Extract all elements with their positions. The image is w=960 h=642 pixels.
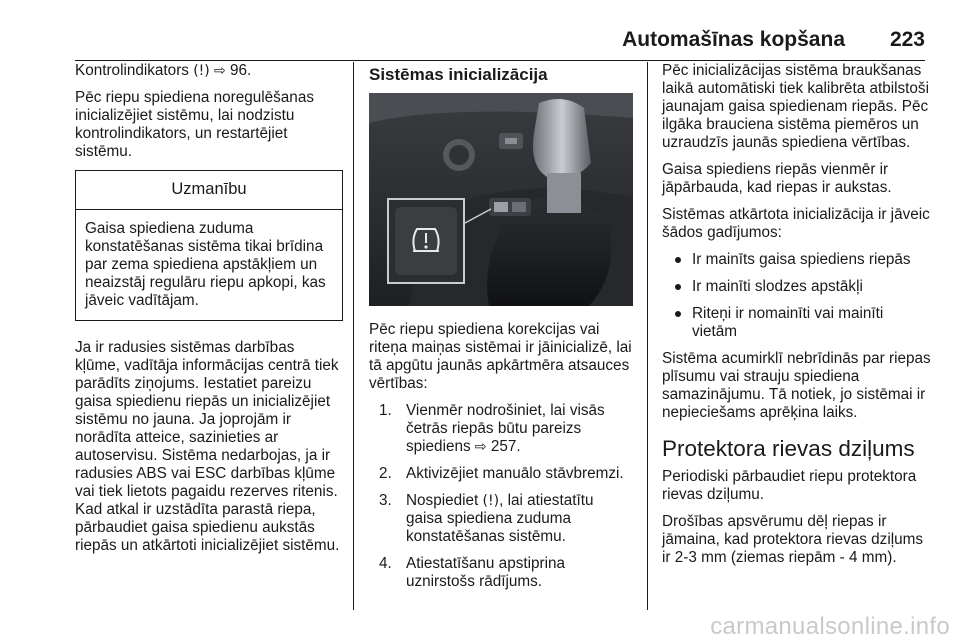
list-item: Riteņi ir nomainīti vai mainīti vietām xyxy=(662,305,932,341)
paragraph: Pēc inicializācijas sistēma braukšanas laikā automātiski tiek kalibrēta atbilstoši jaunajam gaisa spiedienam riepās. Pēc ilgāka brauciena sistēma piemēros un uzraudzīs jaunās spiediena vērtības. xyxy=(662,62,929,151)
list-item: 1. Vienmēr nodrošiniet, lai visās četrās riepās būtu pareizs spiediens ⇨ 257. xyxy=(379,402,605,455)
section-title: Sistēmas inicializācija xyxy=(369,65,548,84)
list-item: 3. Nospiediet (!), lai atiestatītu gaisa spiediena zuduma konstatēšanas sistēmu. xyxy=(379,492,594,545)
caution-body: Gaisa spiediena zuduma konstatēšanas sistēma tikai brīdina par zema spiediena apstākļiem un neaizstāj regulāru riepu apkopi, kas jāveic vadītājam. xyxy=(85,220,326,309)
indicator-reference: Kontrolindikators (!) ⇨ 96. xyxy=(75,62,252,79)
list-item: Ir mainīts gaisa spiediens riepās xyxy=(662,251,932,269)
column-divider xyxy=(353,62,354,610)
paragraph: Pēc riepu spiediena korekcijas vai riteņa maiņas sistēmai ir jāinicializē, lai tā apgūtu jaunās apkārtmēra atsauces vērtības: xyxy=(369,321,632,392)
watermark: carmanualsonline.info xyxy=(710,613,950,640)
paragraph: Drošības apsvērumu dēļ riepas ir jāmaina, kad protektora rievas dziļums ir 2-3 mm (ziemas riepām - 4 mm). xyxy=(662,513,924,566)
tpms-button-photo xyxy=(369,93,633,306)
paragraph: Periodiski pārbaudiet riepu protektora rievas dziļumu. xyxy=(662,468,917,503)
page-reference-arrow-icon: ⇨ xyxy=(213,63,226,79)
paragraph: Pēc riepu spiediena noregulēšanas inicializējiet sistēmu, lai nodzistu kontrolindikators, un restartējiet sistēmu. xyxy=(75,89,314,160)
paragraph: Sistēma acumirklī nebrīdinās par riepas plīsumu vai strauju spiediena samazinājumu. Tā notiek, jo sistēmai ir nepieciešams aprēķina laiks. xyxy=(662,350,931,421)
column-middle xyxy=(369,62,633,600)
paragraph: Gaisa spiediens riepās vienmēr ir jāpārbauda, kad riepas ir aukstas. xyxy=(662,161,892,196)
caution-title: Uzmanību xyxy=(76,171,342,210)
list-item: Ir mainīti slodzes apstākļi xyxy=(662,278,932,296)
paragraph: Ja ir radusies sistēmas darbības kļūme, vadītāja informācijas centrā tiek parādīts ziņojums. Iestatiet pareizu gaisa spiedienu riepās un inicializējiet sistēmu no jauna. Ja joprojām ir norādīta atteice, sazinieties ar autoservisu. Sistēma nedarbojas, ja ir radusies ABS vai ESC darbības kļūme vai tiek lietots pagaidu rezerves ritenis. Kad atkal ir uzstādīta parastā riepa, pārbaudiet gaisa spiedienu aukstās riepās un atkārtoti inicializējiet sistēmu. xyxy=(75,339,340,554)
page-number: 223 xyxy=(889,28,925,51)
tire-pressure-warning-icon: (!) xyxy=(482,493,500,509)
chapter-title: Automašīnas kopšana xyxy=(622,28,845,51)
column-divider xyxy=(647,62,648,610)
page-header xyxy=(75,20,925,61)
list-item: 4. Atiestatīšanu apstiprina uznirstošs rādījums. xyxy=(379,555,566,590)
bullet-list xyxy=(662,251,932,341)
column-right xyxy=(662,62,932,576)
column-left xyxy=(75,62,343,564)
caution-box xyxy=(75,170,343,321)
paragraph: Sistēmas atkārtota inicializācija ir jāveic šādos gadījumos: xyxy=(662,206,930,241)
list-item: 2. Aktivizējiet manuālo stāvbremzi. xyxy=(379,465,624,482)
page-reference-arrow-icon: ⇨ xyxy=(474,439,487,455)
steps-list xyxy=(369,402,633,591)
section-heading: Protektora rievas dziļums xyxy=(662,436,915,461)
tire-pressure-warning-icon: (!) xyxy=(193,63,210,79)
